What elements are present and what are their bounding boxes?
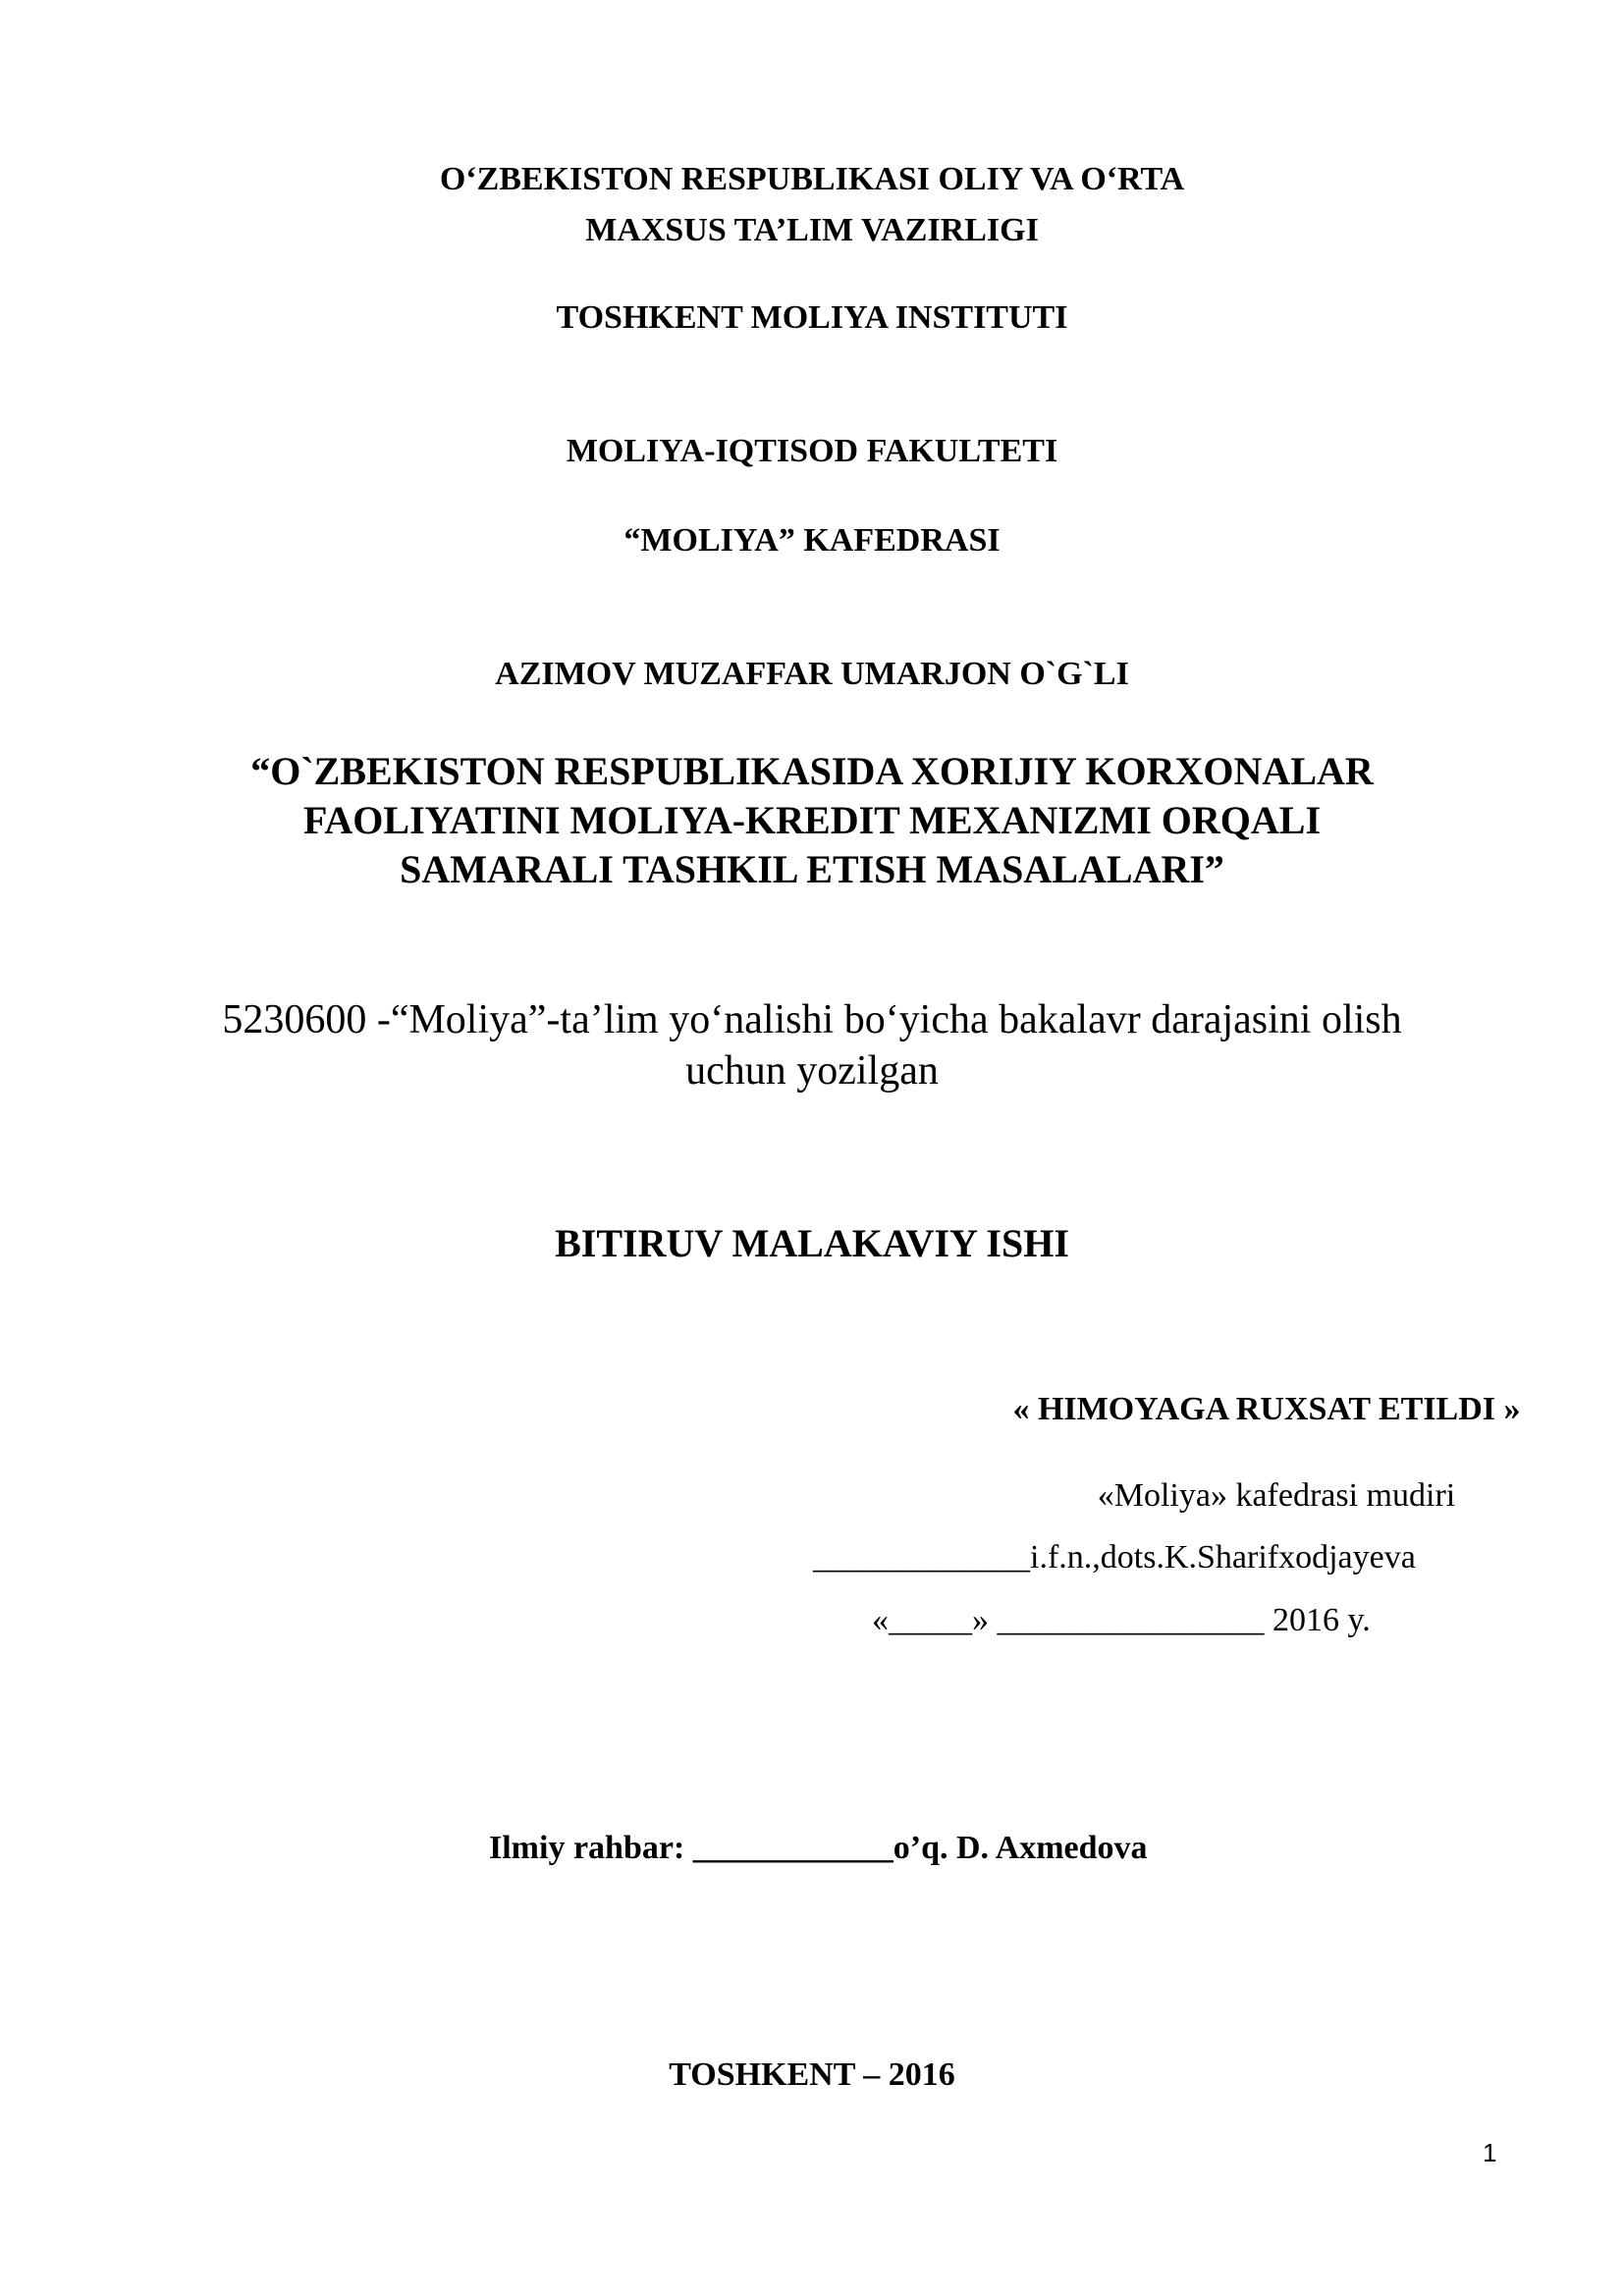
thesis-title-line-2: FAOLIYATINI MOLIYA-KREDIT MEXANIZMI ORQALI xyxy=(302,798,1322,842)
work-type-heading: BITIRUV MALAKAVIY ISHI xyxy=(555,1221,1069,1265)
approval-heading: « HIMOYAGA RUXSAT ETILDI » xyxy=(1012,1391,1521,1427)
approval-date: «_____» ________________ 2016 y. xyxy=(872,1602,1371,1638)
supervisor-line: Ilmiy rahbar: ____________o’q. D. Axmedova xyxy=(489,1830,1148,1866)
faculty-name: MOLIYA-IQTISOD FAKULTETI xyxy=(566,433,1058,469)
city-year: TOSHKENT – 2016 xyxy=(669,2056,955,2093)
approval-signature: _____________i.f.n.,dots.K.Sharifxodjayeva xyxy=(813,1539,1416,1575)
thesis-title-line-3: SAMARALI TASHKIL ETISH MASALALARI” xyxy=(400,847,1224,891)
page-number: 1 xyxy=(1483,2138,1497,2167)
author-name: AZIMOV MUZAFFAR UMARJON O`G`LI xyxy=(495,656,1129,692)
thesis-title-line-1: “O`ZBEKISTON RESPUBLIKASIDA XORIJIY KORXONALAR xyxy=(250,749,1374,793)
purpose-line-1: 5230600 -“Moliya”-ta’lim yo‘nalishi bo‘yicha bakalavr darajasini olish xyxy=(222,997,1402,1042)
approval-role: «Moliya» kafedrasi mudiri xyxy=(1097,1477,1456,1514)
department-name: “MOLIYA” KAFEDRASI xyxy=(623,522,1001,559)
ministry-line-1: O‘ZBEKISTON RESPUBLIKASI OLIY VA O‘RTA xyxy=(439,161,1185,197)
ministry-line-2: MAXSUS TA’LIM VAZIRLIGI xyxy=(585,212,1039,248)
institute-name: TOSHKENT MOLIYA INSTITUTI xyxy=(556,299,1068,336)
purpose-line-2: uchun yozilgan xyxy=(685,1048,939,1094)
